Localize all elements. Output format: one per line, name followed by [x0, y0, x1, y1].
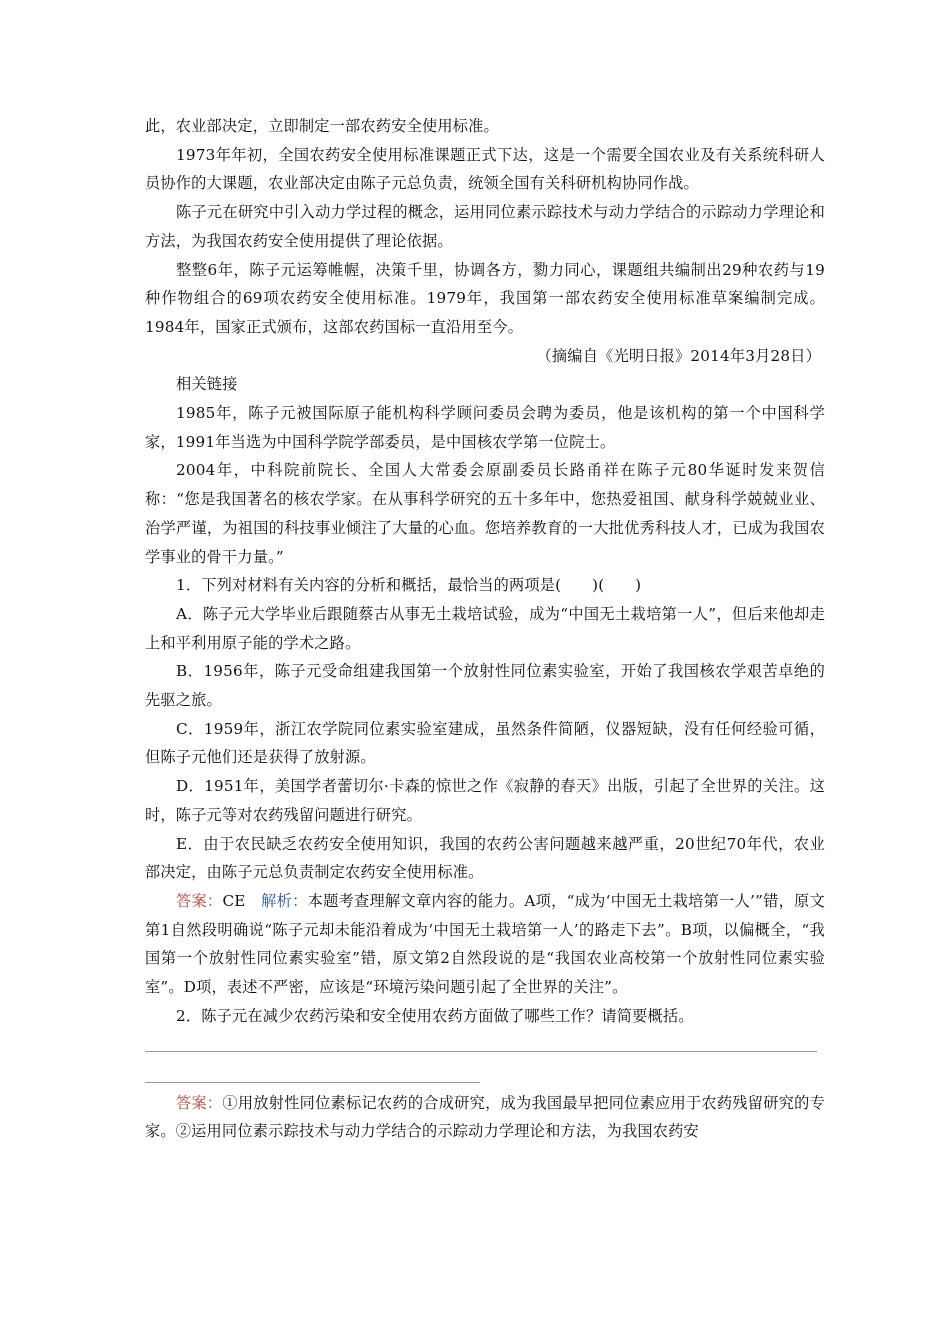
related-link-2004: 2004年，中科院前院长、全国人大常委会原副委员长路甬祥在陈子元80华诞时发来贺信称：“您是我国著名的核农学家。在从事科学研究的五十多年中，您热爱祖国、献身科学兢兢业业、治学严谨，为祖国的科技事业倾注了大量的心血。您培养教育的一大批优秀科技人才，已成为我国农学事业的骨干力量。” — [145, 461, 825, 566]
answer-text: ①用放射性同位素标记农药的合成研究，成为我国最早把同位素应用于农药残留研究的专家。②运用同位素示踪技术与动力学结合的示踪动力学理论和方法，为我国农药安 — [145, 1093, 825, 1141]
question-1-option-d: D．1951年，美国学者蕾切尔·卡森的惊世之作《寂静的春天》出版，引起了全世界的关注。这时，陈子元等对农药残留问题进行研究。 — [145, 777, 825, 824]
question-1-option-c: C．1959年，浙江农学院同位素实验室建成，虽然条件简陋，仪器短缺，没有任何经验可循，但陈子元他们还是获得了放射源。 — [145, 719, 825, 767]
document-page — [145, 112, 825, 1146]
question-1-option-a: A．陈子元大学毕业后跟随蔡古从事无土栽培试验，成为“中国无土栽培第一人”，但后来他却走上和平利用原子能的学术之路。 — [145, 604, 825, 652]
related-link-1985: 1985年，陈子元被国际原子能机构科学顾问委员会聘为委员，他是该机构的第一个中国科学家，1991年当选为中国科学院学部委员，是中国核农学第一位院士。 — [145, 404, 825, 451]
answer-label: 答案： — [176, 891, 223, 910]
answer-label: 答案： — [176, 1093, 223, 1112]
question-2-answer — [145, 1089, 825, 1146]
answer-line-long — [145, 1051, 817, 1052]
paragraph-dynamics: 陈子元在研究中引入动力学过程的概念，运用同位素示踪技术与动力学结合的示踪动力学理论和方法，为我国农药安全使用提供了理论依据。 — [145, 203, 825, 250]
paragraph-1973: 1973年年初，全国农药安全使用标准课题正式下达，这是一个需要全国农业及有关系统科研人员协作的大课题，农业部决定由陈子元总负责，统领全国有关科研机构协同作战。 — [145, 145, 825, 193]
paragraph-six-years: 整整6年，陈子元运筹帷幄，决策千里，协调各方，勠力同心，课题组共编制出29种农药与19种作物组合的69项农药安全使用标准。1979年，我国第一部农药安全使用标准草案编制完成。1984年，国家正式颁布，这部农药国标一直沿用至今。 — [145, 260, 825, 336]
answer-line-short — [145, 1082, 480, 1083]
source-citation: （摘编自《光明日报》2014年3月28日） — [536, 346, 821, 365]
question-1-option-e: E．由于农民缺乏农药安全使用知识，我国的农药公害问题越来越严重，20世纪70年代，农业部决定，由陈子元总负责制定农药安全使用标准。 — [145, 834, 825, 882]
question-1-option-b: B．1956年，陈子元受命组建我国第一个放射性同位素实验室，开始了我国核农学艰苦卓绝的先驱之旅。 — [145, 662, 825, 710]
question-2-stem: 2．陈子元在减少农药污染和安全使用农药方面做了哪些工作？请简要概括。 — [176, 1006, 694, 1025]
paragraph-continuation: 此，农业部决定，立即制定一部农药安全使用标准。 — [145, 117, 499, 135]
explanation-label: 解析： — [261, 891, 308, 910]
answer-value: CE — [222, 891, 262, 910]
explanation-text: 本题考查理解文章内容的能力。A项，“成为‘中国无土栽培第一人’”错，原文第1自然段明确说“陈子元却未能沿着成为‘中国无土栽培第一人’的路走下去”。B项，以偏概全，“我国第一个放射性同位素实验室”错，原文第2自然段说的是“我国农业高校第一个放射性同位素实验室”。D项，表述不严密，应该是“环境污染问题引起了全世界的关注”。 — [145, 891, 825, 997]
question-1-answer — [145, 887, 825, 1002]
related-links-title: 相关链接 — [176, 375, 238, 394]
question-1-stem: 1．下列对材料有关内容的分析和概括，最恰当的两项是( )( ) — [176, 576, 642, 595]
